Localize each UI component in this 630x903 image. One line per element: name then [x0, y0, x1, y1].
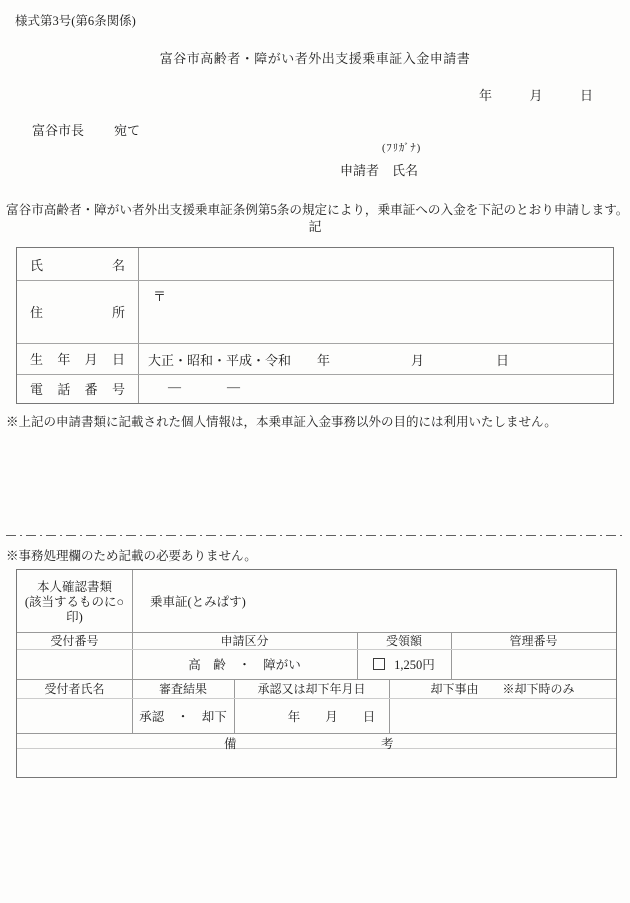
rejection-reason-cell — [389, 698, 616, 733]
id-doc-label: 本人確認書類 (該当するものに○ 印) — [24, 579, 125, 624]
phone-label: 電 話 番 号 — [30, 382, 125, 397]
remarks-label-ko: 考 — [381, 737, 394, 751]
receipt-number-cell — [17, 649, 132, 679]
header-management-number: 管理番号 — [509, 634, 558, 648]
addressee-gap — [84, 120, 114, 139]
phone-value-cell — [138, 374, 613, 403]
date-year-label: 年 — [479, 88, 493, 103]
birth-year-label: 年 — [317, 353, 331, 368]
page-title: 富谷市高齢者・障がい者外出支援乗車証入金申請書 — [159, 51, 471, 66]
era-options: 大正・昭和・平成・令和 — [148, 353, 292, 368]
addressee-line — [32, 120, 140, 139]
result-value: 承認 ・ 却下 — [139, 709, 227, 724]
header-receipt-number: 受付番号 — [50, 634, 99, 648]
date-month-label: 月 — [529, 88, 543, 103]
birth-day-label: 日 — [496, 353, 510, 368]
amount-value: 1,250円 — [394, 658, 435, 672]
checkbox-icon — [373, 658, 385, 670]
date-day-label: 日 — [579, 88, 593, 103]
management-number-cell — [451, 649, 616, 679]
header-rejection-reason: 却下事由 ※却下時のみ — [430, 682, 575, 696]
name-value-cell — [138, 248, 613, 280]
remarks-label-bi: 備 — [224, 737, 237, 751]
header-receiver-name: 受付者氏名 — [44, 682, 105, 696]
approval-date-value: 年 月 日 — [287, 709, 376, 724]
address-value-cell — [138, 280, 613, 343]
amount-cell — [357, 649, 451, 679]
header-amount-received: 受領額 — [385, 634, 422, 648]
privacy-note: ※上記の申請書類に記載された個人情報は，本乗車証入金事務以外の目的には利用いたしません。 — [6, 415, 557, 429]
cutoff-dashed-line — [6, 535, 622, 536]
header-review-result: 審査結果 — [158, 682, 207, 696]
phone-dash-2: ― — [227, 379, 240, 394]
application-statement: 富谷市高齢者・障がい者外出支援乗車証条例第5条の規定により，乗車証への入金を下記のとおり申請します。 — [6, 203, 629, 217]
birthdate-value-cell — [138, 343, 613, 374]
addressee-name: 富谷市長 — [32, 123, 85, 138]
record-mark: 記 — [308, 219, 322, 234]
applicant-info-table — [16, 247, 614, 404]
remarks-value-cell — [17, 748, 616, 779]
office-processing-table — [16, 569, 617, 778]
address-label: 住 所 — [30, 305, 125, 320]
office-use-note: ※事務処理欄のため記載の必要ありません。 — [6, 549, 257, 563]
addressee-suffix: 宛て — [114, 123, 141, 138]
birth-month-label: 月 — [411, 353, 425, 368]
id-doc-value: 乗車証(とみぱす) — [150, 595, 246, 609]
name-label: 氏 名 — [30, 257, 125, 273]
applicant-name-label: 申請者 氏名 — [340, 163, 419, 178]
postal-mark-icon: 〒 — [153, 289, 167, 304]
category-value: 高 齢 ・ 障がい — [188, 658, 301, 672]
receiver-name-cell — [17, 698, 132, 733]
header-application-category: 申請区分 — [220, 634, 269, 648]
date-line — [479, 85, 593, 104]
phone-dash-1: ― — [168, 379, 181, 394]
furigana-label: (ﾌﾘｶﾞﾅ) — [382, 143, 422, 154]
header-approval-date: 承認又は却下年月日 — [257, 682, 366, 696]
form-number: 様式第3号(第6条関係) — [15, 14, 136, 28]
birthdate-label: 生 年 月 日 — [30, 352, 125, 367]
